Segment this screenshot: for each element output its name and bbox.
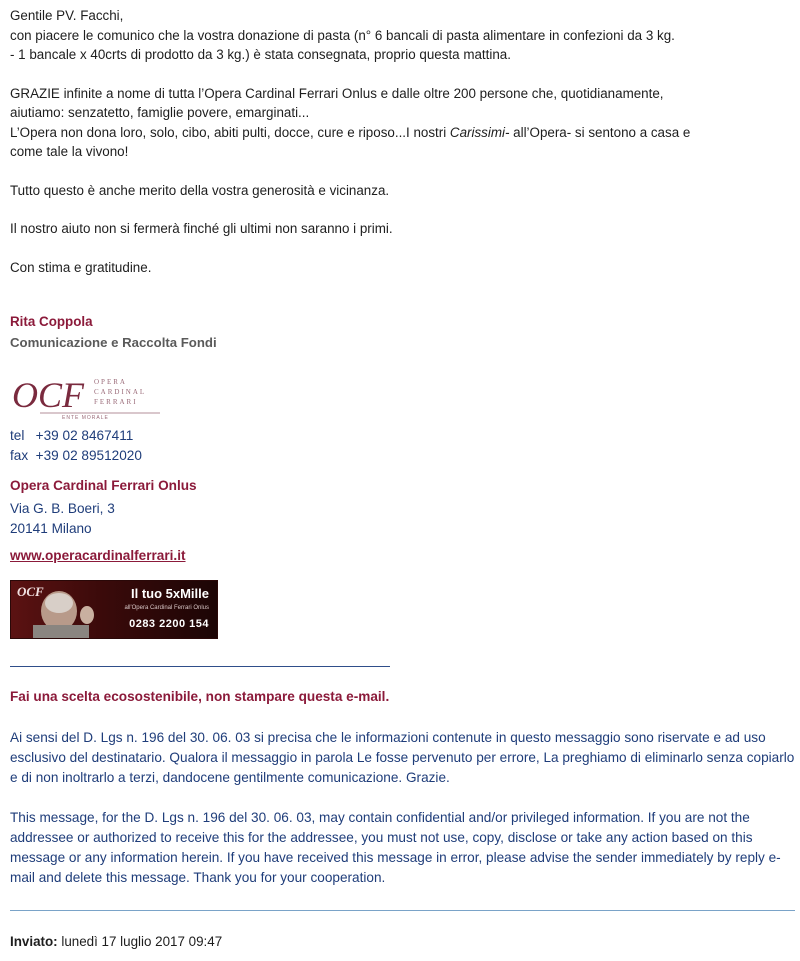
banner-title: Il tuo 5xMille	[130, 586, 209, 601]
address-line: Via G. B. Boeri, 3	[10, 501, 115, 516]
closing: Con stima e gratitudine.	[10, 259, 152, 275]
logo-line: CARDINAL	[94, 388, 147, 396]
paragraph-line: - 1 bancale x 40crts di prodotto da 3 kg.) è stata consegnata, proprio questa mattina.	[10, 47, 511, 62]
sent-label: Inviato:	[10, 934, 58, 949]
paragraph-line: Il nostro aiuto non si fermerà finché gli ultimi non saranno i primi.	[10, 221, 393, 236]
paragraph-line	[10, 123, 795, 143]
website-link[interactable]: www.operacardinalferrari.it	[10, 548, 186, 563]
text-segment: all’Opera- si sentono a casa e	[509, 124, 691, 140]
greeting: Gentile PV. Facchi,	[10, 8, 124, 23]
paragraph-line: GRAZIE infinite a nome di tutta l’Opera Cardinal Ferrari Onlus e dalle oltre 200 persone che, quotidianamente,	[10, 85, 664, 101]
signature-role: Comunicazione e Raccolta Fondi	[10, 335, 217, 350]
logo-line: ENTE MORALE	[62, 415, 109, 421]
signature-name: Rita Coppola	[10, 314, 93, 329]
fax-number: fax +39 02 89512020	[10, 448, 142, 463]
banner-subtitle: all'Opera Cardinal Ferrari Onlus	[124, 605, 209, 611]
disclaimer-italian: Ai sensi del D. Lgs n. 196 del 30. 06. 03 si precisa che le informazioni contenute in questo messaggio sono riservate e ad uso esclusivo del destinatario. Qualora il messaggio in parola Le fosse pervenuto per errore, La preghiamo di eliminarlo senza copiarlo e di non inoltrarlo a terzi, dandocene gentilmente comunicazione. Grazie.	[10, 730, 795, 785]
legal-disclaimer	[10, 728, 795, 888]
paragraph-line: aiutiamo: senzatetto, famiglie povere, emarginati...	[10, 105, 310, 120]
logo-mark: OCF	[12, 375, 84, 415]
banner-logo: OCF	[17, 584, 44, 599]
disclaimer-english: This message, for the D. Lgs n. 196 del 30. 06. 03, may contain confidential and/or privileged information. If you are not the addressee or authorized to receive this for the addressee, you must not use, copy, disclose or take any action based on this message or any information herein. If you have received this message in error, please advise the sender immediately by reply e-mail and delete this message. Thank you for your cooperation.	[10, 810, 781, 885]
emphasis-text: Carissimi-	[449, 124, 510, 140]
organization-name: Opera Cardinal Ferrari Onlus	[10, 478, 197, 493]
phone-number: tel +39 02 8467411	[10, 428, 134, 443]
sent-date	[10, 934, 222, 949]
5xmille-banner[interactable]	[10, 580, 218, 639]
contact-block	[10, 426, 142, 466]
banner-tax-code: 0283 2200 154	[129, 618, 209, 630]
divider	[10, 666, 390, 667]
address-block	[10, 499, 115, 539]
sent-value: lunedì 17 luglio 2017 09:47	[57, 934, 223, 949]
letter-body	[10, 6, 795, 277]
address-line: 20141 Milano	[10, 521, 92, 536]
logo-line: FERRARI	[94, 398, 138, 406]
eco-notice: Fai una scelta ecosostenibile, non stampare questa e-mail.	[10, 689, 390, 704]
text-segment: L’Opera non dona loro, solo, cibo, abiti pulti, docce, cure e riposo...I nostri	[10, 124, 450, 140]
paragraph-line: come tale la vivono!	[10, 144, 129, 159]
paragraph-line: Tutto questo è anche merito della vostra generosità e vicinanza.	[10, 182, 390, 198]
ocf-logo	[10, 373, 165, 421]
divider	[10, 910, 795, 911]
paragraph-line: con piacere le comunico che la vostra donazione di pasta (n° 6 bancali di pasta alimentare in confezioni da 3 kg.	[10, 27, 675, 43]
logo-line: OPERA	[94, 378, 127, 386]
